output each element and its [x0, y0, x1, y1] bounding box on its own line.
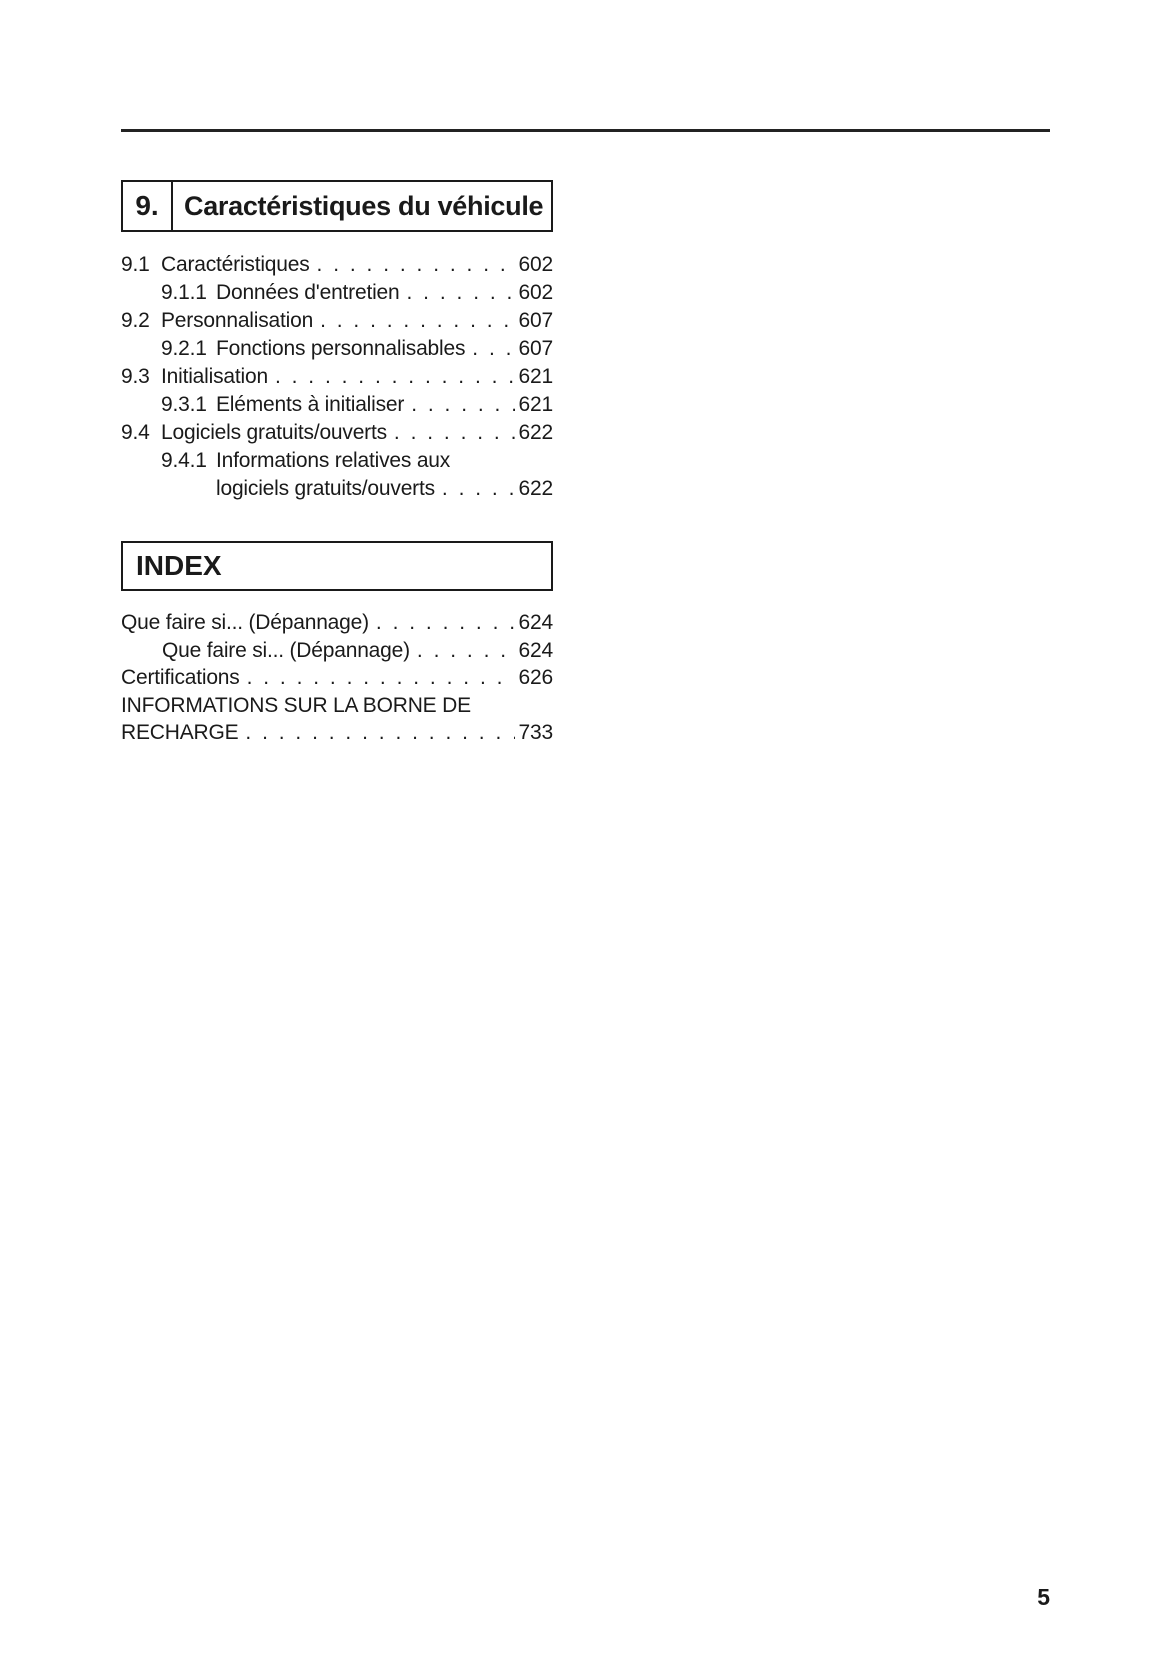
index-entry-borne-recharge[interactable]	[121, 692, 553, 747]
dot-leader	[247, 664, 515, 692]
toc-entry-page: 622	[518, 477, 553, 500]
toc-entry-page: 607	[518, 337, 553, 360]
index-entry-depannage-sub[interactable]	[121, 637, 553, 665]
index-entry-depannage[interactable]	[121, 609, 553, 637]
toc-entry-page: 602	[518, 281, 553, 304]
index-entry-wrapped-label	[121, 692, 553, 747]
index-entry-label-line1: INFORMATIONS SUR LA BORNE DE	[121, 693, 471, 717]
dot-leader	[472, 335, 514, 363]
toc-entry-label: Fonctions personnalisables	[216, 337, 466, 360]
index-entry-label-line2: RECHARGE	[121, 721, 239, 744]
chapter-header	[121, 180, 553, 232]
toc-entry-label: Logiciels gratuits/ouverts	[161, 421, 387, 444]
dot-leader	[411, 391, 514, 419]
toc-entry-wrapped-label	[216, 447, 553, 503]
toc-entry-9-2-1[interactable]	[121, 335, 553, 363]
chapter-toc-list	[121, 251, 553, 503]
toc-entry-label-line2: logiciels gratuits/ouverts	[216, 477, 435, 500]
toc-entry-number: 9.4.1	[161, 449, 207, 472]
index-entry-page: 733	[518, 721, 553, 744]
toc-entry-9-4[interactable]	[121, 419, 553, 447]
index-entry-page: 624	[518, 611, 553, 634]
dot-leader	[317, 251, 515, 279]
toc-entry-9-3-1[interactable]	[121, 391, 553, 419]
toc-entry-9-3[interactable]	[121, 363, 553, 391]
toc-entry-label: Personnalisation	[161, 309, 314, 332]
index-title: INDEX	[136, 550, 222, 581]
toc-entry-9-2[interactable]	[121, 307, 553, 335]
toc-entry-label: Initialisation	[161, 365, 268, 388]
toc-entry-number: 9.2	[121, 309, 150, 332]
toc-entry-number: 9.4	[121, 421, 150, 444]
index-entry-page: 624	[518, 638, 553, 662]
toc-entry-number: 9.1.1	[161, 281, 207, 304]
index-header	[121, 541, 553, 591]
chapter-number: 9.	[123, 182, 173, 230]
toc-entry-number: 9.3	[121, 365, 150, 388]
toc-entry-label-line1: Informations relatives aux	[216, 449, 451, 472]
toc-entry-number: 9.1	[121, 253, 150, 276]
top-divider-rule	[121, 129, 1050, 132]
index-entry-label: Que faire si... (Dépannage)	[162, 638, 410, 662]
dot-leader	[376, 609, 515, 637]
toc-entry-9-4-1[interactable]	[121, 447, 553, 503]
toc-entry-label: Eléments à initialiser	[216, 393, 405, 416]
toc-entry-label: Caractéristiques	[161, 253, 310, 276]
toc-entry-label: Données d'entretien	[216, 281, 400, 304]
toc-entry-9-1[interactable]	[121, 251, 553, 279]
dot-leader	[275, 363, 515, 391]
dot-leader	[442, 475, 515, 503]
page-number: 5	[1037, 1584, 1050, 1610]
index-entry-page: 626	[518, 666, 553, 689]
toc-entry-page: 621	[518, 365, 553, 388]
toc-entry-page: 607	[518, 309, 553, 332]
chapter-title: Caractéristiques du véhicule	[184, 190, 544, 221]
index-entry-label: Certifications	[121, 666, 240, 689]
toc-entry-page: 602	[518, 253, 553, 276]
toc-entry-number: 9.2.1	[161, 337, 207, 360]
dot-leader	[320, 307, 514, 335]
toc-entry-page: 621	[518, 393, 553, 416]
index-toc-list	[121, 609, 553, 747]
dot-leader	[407, 279, 515, 307]
dot-leader	[417, 637, 515, 665]
index-entry-certifications[interactable]	[121, 664, 553, 692]
dot-leader	[245, 719, 514, 747]
toc-entry-9-1-1[interactable]	[121, 279, 553, 307]
toc-entry-page: 622	[518, 421, 553, 444]
index-entry-label: Que faire si... (Dépannage)	[121, 611, 369, 634]
toc-entry-number: 9.3.1	[161, 393, 207, 416]
dot-leader	[394, 419, 515, 447]
